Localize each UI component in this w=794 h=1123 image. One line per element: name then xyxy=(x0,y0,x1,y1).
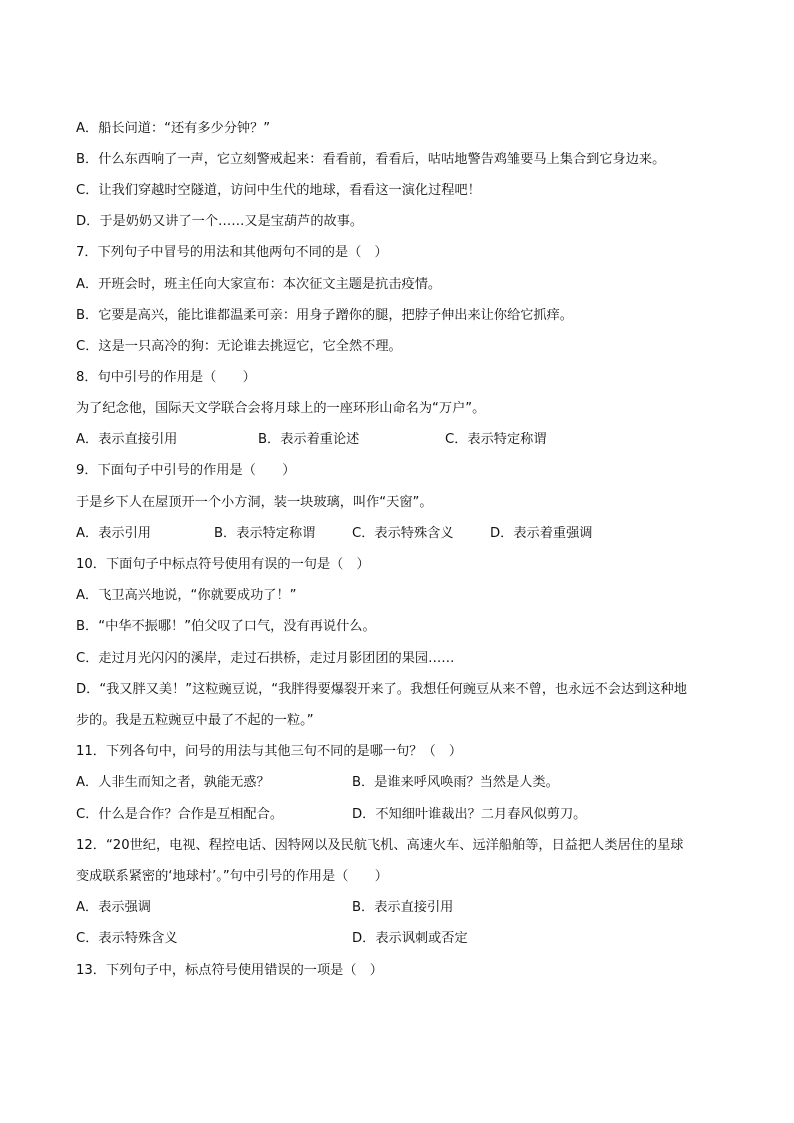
q12-stem-line1: 12．“20世纪，电视、程控电话、因特网以及民航飞机、高速火车、远洋船舶等，日益把人类居住的星球 xyxy=(76,838,684,853)
q11-options-row2 xyxy=(76,806,756,824)
q12-option-b: B．表示直接引用 xyxy=(352,900,454,915)
q7-option-b: B．它要是高兴，能比谁都温柔可亲：用身子蹭你的腿，把脖子伸出来让你给它抓痒。 xyxy=(76,308,573,323)
q10-option-a: A．飞卫高兴地说，“你就要成功了！” xyxy=(76,588,297,603)
q8-option-b: B．表示着重论述 xyxy=(258,432,360,447)
q10-option-b: B．“中华不振哪！”伯父叹了口气，没有再说什么。 xyxy=(76,619,376,634)
q12-options-row1 xyxy=(76,899,756,917)
q12-stem-line2: 变成联系紧密的‘地球村’。”句中引号的作用是（ ） xyxy=(76,869,388,884)
q9-options xyxy=(76,525,756,543)
q7-option-a: A．开班会时，班主任向大家宣布：本次征文主题是抗击疫情。 xyxy=(76,277,442,292)
q12-option-a: A．表示强调 xyxy=(76,900,151,915)
q10-option-d-line1: D．“我又胖又美！”这粒豌豆说，“我胖得要爆裂开来了。我想任何豌豆从来不曾，也永远不会达到这种地 xyxy=(76,682,687,697)
q6-option-d: D．于是奶奶又讲了一个……又是宝葫芦的故事。 xyxy=(76,214,364,229)
q8-sentence: 为了纪念他，国际天文学联合会将月球上的一座环形山命名为“万户”。 xyxy=(76,401,486,416)
q12-option-c: C．表示特殊含义 xyxy=(76,931,178,946)
q8-stem: 8．句中引号的作用是（ ） xyxy=(76,370,256,385)
q8-option-a: A．表示直接引用 xyxy=(76,432,178,447)
q11-stem: 11．下列各句中，问号的用法与其他三句不同的是哪一句？（ ） xyxy=(76,744,463,759)
q9-option-b: B．表示特定称谓 xyxy=(214,526,316,541)
q7-stem: 7．下列句子中冒号的用法和其他两句不同的是（ ） xyxy=(76,245,388,260)
q6-option-b: B．什么东西响了一声，它立刻警戒起来：看看前，看看后，咕咕地警告鸡雏要马上集合到它身边来。 xyxy=(76,152,666,167)
q9-sentence: 于是乡下人在屋顶开一个小方洞，装一块玻璃，叫作“天窗”。 xyxy=(76,495,433,510)
q10-option-d-line2: 步的。我是五粒豌豆中最了不起的一粒。” xyxy=(76,713,314,728)
q9-stem: 9．下面句子中引号的作用是（ ） xyxy=(76,463,296,478)
q9-option-c: C．表示特殊含义 xyxy=(352,526,454,541)
q8-option-c: C．表示特定称谓 xyxy=(445,432,547,447)
q11-option-a: A．人非生而知之者，孰能无惑？ xyxy=(76,775,270,790)
q9-option-d: D．表示着重强调 xyxy=(490,526,593,541)
q6-option-c: C．让我们穿越时空隧道，访问中生代的地球，看看这一演化过程吧！ xyxy=(76,183,481,198)
q9-option-a: A．表示引用 xyxy=(76,526,151,541)
q13-stem: 13．下列句子中，标点符号使用错误的一项是（ ） xyxy=(76,963,383,978)
q7-option-c: C．这是一只高冷的狗：无论谁去挑逗它，它全然不理。 xyxy=(76,339,402,354)
q11-options-row1 xyxy=(76,774,756,792)
q6-option-a: A．船长问道：“还有多少分钟？” xyxy=(76,121,271,136)
q10-stem: 10．下面句子中标点符号使用有误的一句是（ ） xyxy=(76,557,370,572)
q11-option-c: C．什么是合作？合作是互相配合。 xyxy=(76,807,284,822)
q12-options-row2 xyxy=(76,930,756,948)
q10-option-c: C．走过月光闪闪的溪岸，走过石拱桥，走过月影团团的果园…… xyxy=(76,651,455,666)
q11-option-d: D．不知细叶谁裁出？二月春风似剪刀。 xyxy=(352,807,587,822)
q11-option-b: B．是谁来呼风唤雨？当然是人类。 xyxy=(352,775,559,790)
q12-option-d: D．表示讽刺或否定 xyxy=(352,931,468,946)
q8-options xyxy=(76,431,756,449)
